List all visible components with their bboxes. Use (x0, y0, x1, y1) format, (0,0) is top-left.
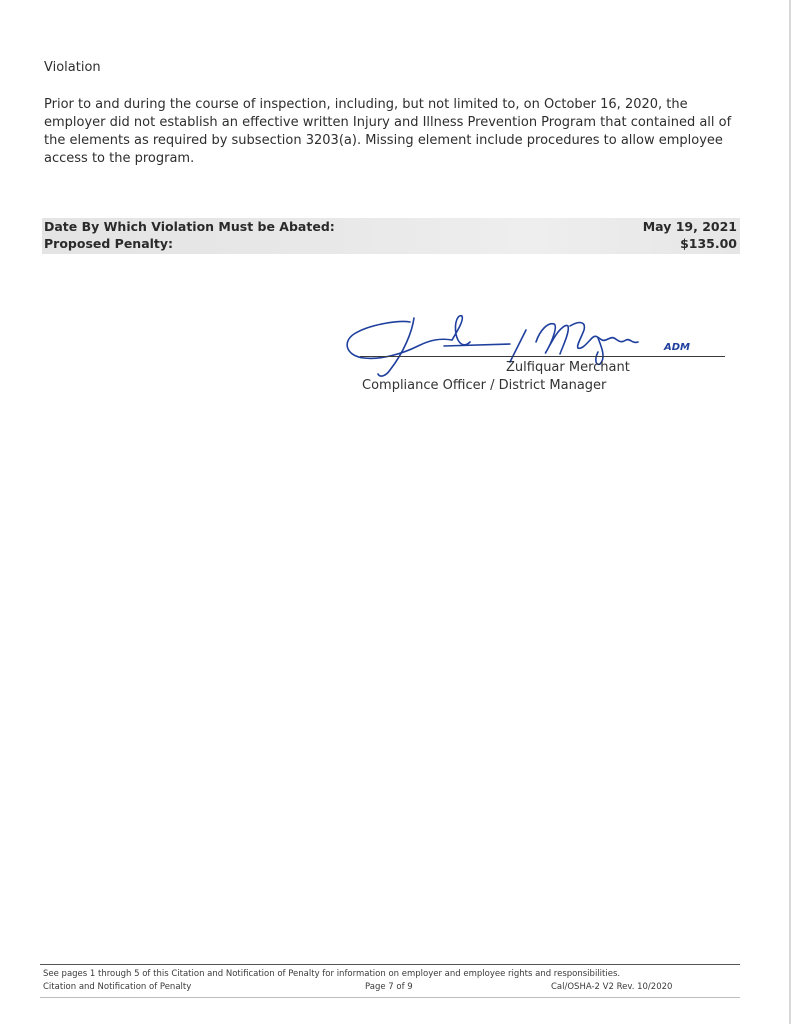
abatement-box (42, 218, 740, 254)
penalty-value: $135.00 (680, 236, 737, 251)
abatement-date-value: May 19, 2021 (642, 219, 737, 234)
penalty-row (44, 236, 737, 254)
signature-initials: ADM (664, 342, 690, 353)
abatement-date-row (44, 219, 737, 237)
footer-bottom-divider (40, 997, 740, 998)
signature-block (340, 312, 740, 402)
footer-doc-name: Citation and Notification of Penalty (43, 982, 192, 992)
signer-title: Compliance Officer / District Manager (362, 378, 607, 393)
footer-rights-note: See pages 1 through 5 of this Citation and Notification of Penalty for information on employer and employee rights and responsibilities. (43, 969, 621, 979)
violation-heading: Violation (44, 60, 101, 75)
signer-name: Zulfiquar Merchant (506, 360, 630, 375)
footer-form-id: Cal/OSHA-2 V2 Rev. 10/2020 (551, 982, 673, 992)
signature-line (360, 356, 725, 357)
violation-description: Prior to and during the course of inspection, including, but not limited to, on October 16, 2020, the employer did not establish an effective written Injury and Illness Prevention Program that contained all of the elements as required by subsection 3203(a). Missing element include procedures to allow employee access to the program. (44, 97, 732, 166)
penalty-label: Proposed Penalty: (44, 236, 174, 251)
footer-page-number: Page 7 of 9 (365, 982, 413, 992)
footer-divider (40, 964, 740, 965)
footer-info-row (43, 982, 733, 994)
abatement-date-label: Date By Which Violation Must be Abated: (44, 219, 335, 234)
